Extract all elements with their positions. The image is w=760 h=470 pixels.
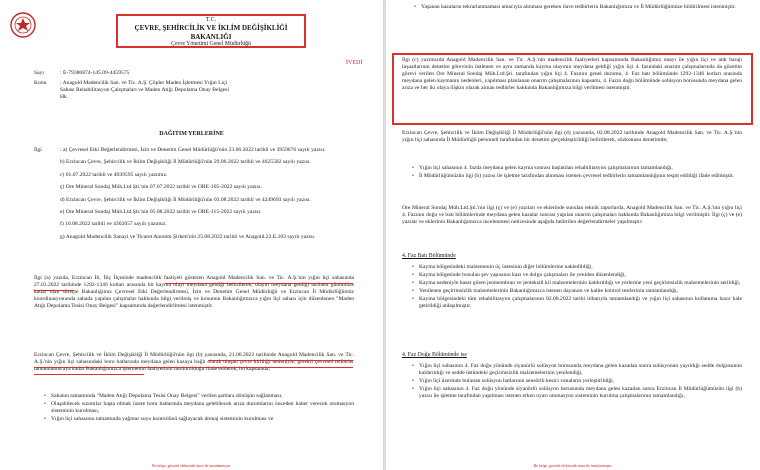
list-item: d) Erzincan Çevre, Şehircilik ve İklim Değişikliği İl Müdürlüğü'nün 03.08.2022 tarihli ve 4249693 sayılı yazısı. — [60, 196, 311, 203]
highlight-underline-5 — [34, 374, 144, 375]
list-item: • Kayma bölgesindeki malzemenin üç üstesinin diğer bölümlerine nakledildiği, — [419, 264, 742, 271]
paragraph-4-text: Erzincan Çevre, Şehircilik ve İklim Değişikliği İl Müdürlüğü'nün ilgi (d) yazısında, 02.08.2022 tarihinde Anagold Madencilik San. ve Tic. A.Ş.'nin yığın liçi sahasında İl Müdürlüğü personeli tarafından bir denetim gerçekleştirildiği belirtilerek, sözkonusu denetimde; — [402, 130, 742, 144]
list-item: ç) Ore Mineral Sondaj Müh.Ltd.Şti.'nin 07.07.2022 tarihli ve ORE-105-2022 sayılı yazısı. — [60, 184, 262, 191]
paragraph-3 — [402, 57, 742, 92]
list-item: • Olaşabilecek sızıntılar başta olmak üzere boru hatlarında meydana gelebilecek arıza durumlarını önceden haber verecek otomasyon sisteminin kurulması, — [51, 401, 354, 415]
list-item: • Yığın liçi sahasının 4. Faz doğu yönünde siyanürlü solüsyon borusunda meydana gelen kazadan sonra Erzincan İl Müdürlüğümüzün ilgi (b) yazısı ile işletme tarafından yapılması istenen erken uyarı otomasyon sisteminin kurulma çalışmalarının tamamlandığı, — [419, 386, 742, 400]
list-item: b) Erzincan Çevre, Şehircilik ve İklim Değişikliği İl Müdürlüğü'nün 29.06.2022 tarihli ve 4025582 sayılı yazısı. — [60, 159, 311, 166]
section-east-heading: 4. Faz Doğu Bölümünde ise — [402, 352, 467, 358]
tc-label: T.C. — [205, 17, 217, 23]
highlight-underline-1 — [165, 283, 353, 284]
list-item: • Yığın liçi sahasının tamamında yağmur suyu kontrolünü sağlayacak drenaj sisteminin kurulması ve — [51, 416, 354, 423]
paragraph-1-text: İlgi (a) yazıda, Erzincan İli, İliç İlçesinde madencilik faaliyeti gösteren Anagold Madencilik San. ve Tic. A.Ş.'nin yığın liçi sahasında 27.03.2022 tarihinde 1292-1346 kotları arasında bir kayma olayı meydana geldiği belirtilerek, olayın meydana geldiği tarihten günümüze kadar olan süreçte Bakanlığımız Çevresel Etki Değerlendirmesi, İzin ve Denetim Genel Müdürlüğü ve Erzincan İl Müdürlüğümüz koordinasyonunda sahada yapılan çalışmalar hakkında bilgi verilmiş ve konunun Bakanlığımızca yığın liçi sahası için düzenlenen "Maden Atığı Depolama Tesisi Onay Belgesi" kapsamında değerlendirilmesi istenmiştir. — [34, 275, 354, 310]
list-item: • Kayma bölgesindeki tüm rehabilitasyon çalışmalarının 02.08.2022 tarihi itibarıyla tamamlandığı ve yığın liçi sahasının kullanıma hazır hale getirildiği anlaşılmıştır. — [419, 296, 742, 310]
paragraph-5-text: Ore Mineral Sondaj Müh.Ltd.Şti.'nin ilgi (ç) ve (e) yazıları ve eklerinde sunulan teknik raporlarda, Anagold Madencilik San. ve Tic. A.Ş.'nin yığın liçi 4. Fazının doğu ve batı bölümlerinde meydana gelen kazalar sonrası yapılan onarım çalışmaları hakkında Bakanlığımıza bilgi verilmiştir. İlgi (ç) ve (e) yazılar ve eklerinin Bakanlığımızca incelenmesi neticesinde aşağıda belirtilen değerlendirmeler yapılmıştır: — [402, 205, 742, 226]
konu-label: Konu — [34, 80, 47, 87]
left-bullet-list — [42, 393, 354, 424]
highlight-underline-2 — [34, 290, 74, 291]
right-bullet-list-2 — [410, 264, 742, 312]
paragraph-1 — [34, 275, 354, 310]
document-page-2 — [386, 0, 760, 470]
paragraph-5 — [402, 205, 742, 226]
ministry-name: ÇEVRE, ŞEHİRCİLİK VE İKLİM DEĞİŞİKLİĞİ BAKANLIĞI — [134, 24, 288, 41]
right-top-bullet — [412, 4, 742, 12]
list-item: • İl Müdürlüğümüzün ilgi (b) yazısı ile işletme tarafından alınması istenen çevresel tedbirlerin tamamlandığının tespit edildiği ifade edilmiştir. — [419, 173, 742, 180]
list-item: • Yığın liçi üzerinde bulunan solüsyon hatlarının sensörlü kesici vanaların yerleştirildiği, — [419, 378, 742, 385]
document-meta — [34, 70, 344, 101]
paragraph-2-text: Erzincan Çevre, Şehircilik ve İklim Değişikliği İl Müdürlüğü'nün ilgi (b) yazısında, 21.06.2022 tarihinde Anagold Madencilik San. ve Tic. A.Ş.'nin yığın liçi sahasındaki boru hatlarında meydana gelen kazaya bağlı olarak oluşan çevre kirliliği nedeniyle, gerekli çevresel tedbirler tamamlanıncaya kadar Bakanlığımızca işletmenin faaliyetinin durdurulduğu ifade edilerek, bu kapsamda; — [34, 352, 354, 373]
list-item: • Yığın liçi sahasının 4. Faz doğu yönünde siyanürlü solüsyon borusunda meydana gelen kazadan sonra solüsyonun yayıldığı sedde dolgusunun kaldırıldığı ve sedde üstündeki geçirimsizlik malzemelerinin yenilendiği, — [419, 363, 742, 377]
sayi-label: Sayı — [34, 70, 44, 76]
page-2-footer: Bu belge, güvenli elektronik imza ile imzalanmıştır. — [533, 464, 613, 468]
list-item: • Kayma bölgesinde bozulan şev yapısının kazı ve dolgu çalışmaları ile yeniden düzenlendiği, — [419, 272, 742, 279]
distribution-title: DAĞITIM YERLERİNE — [159, 131, 224, 137]
list-item: • Sahanın tamamında "Maden Atığı Depolama Tesisi Onay Belgesi" verilen şartlara dönüşün sağlanması, — [51, 393, 354, 400]
list-item: • Yığın liçi sahasının 4. fazda meydana gelen kayma sonrası başlatılan rehabilitasyon çalışmalarının tamamlandığı, — [419, 165, 742, 172]
page-1-footer: Bu belge, güvenli elektronik imza ile imzalanmıştır. — [152, 464, 231, 468]
list-item: • Kayma nedeniyle hasar gören jeomembran ve jeotekstil kil malzemelerinin kaldırıldığı ve yerlerine yeni geçirimsizlik malzemelerinin serildiği, — [419, 280, 742, 287]
sayi-value: : E-79380874-145.09-4459575 — [60, 70, 130, 76]
highlight-underline-4 — [34, 367, 353, 368]
ministry-logo-icon — [10, 12, 36, 38]
paragraph-4 — [402, 130, 742, 144]
ilgi-label: İlgi — [34, 147, 42, 153]
ilgi-items — [60, 147, 332, 246]
paragraph-3-text: İlgi (c) yazımızda Anagold Madencilik San. ve Tic. A.Ş.'nin madencilik faaliyetleri kapsamında Bakanlığımız onayı ile yığın liçi ve atık barajı inşaatlarının denetim görevinin üstlenen ve aynı zamanda kayma olayının meydana geldiği yığın liçi 4. fazındaki onarım çalışmalarında da gözetim görevi verilen Ore Mineral Sondaj Müh.Ltd.Şti. tarafından yığın liçi 4. Fazının genel durumu, 4. Faz batı bölümünde 1292-1346 kotları arasında meydana gelen kaymanın nedenleri, yapılması planlanan onarım çalışmalarının kapsamı, 4. Fazın doğu bölümünde solüsyon borusunda meydana gelen arıza ve her iki olaya ilişkin olarak alınan tedbirler hakkında Bakanlığımıza bilgi verilmesi istenmiştir. — [402, 57, 742, 92]
urgent-stamp: İVEDİ — [346, 60, 363, 66]
konu-value: : Anagold Madencilik San. ve Tic. A.Ş. Çöpler Maden İşletmesi Yığın Liçi Sahası Rehabilitasyon Çalışmaları ve Maden Atığı Depolama Onay Belgesi Hk. — [60, 80, 230, 101]
list-item: c) 01.07.2022 tarihli ve 4039595 sayılı yazımız. — [60, 171, 168, 178]
right-bullet-list-1 — [410, 165, 742, 181]
directorate-name: Çevre Yönetimi Genel Müdürlüğü — [171, 41, 251, 47]
section-west-heading: 4. Faz Batı Bölümünde — [402, 253, 456, 259]
list-item: g) Anagold Madencilik Sanayi ve Ticaret Anonim Şirketi'nin 25.08.2022 tarihli ve Anagold.22.E.103 sayılı yazısı. — [60, 233, 316, 240]
list-item: • Yenilenen geçirimsizlik malzemelerinin Bakanlığımızca istenen dayanım ve kalite kontrol testlerinin tamamlandığı, — [419, 288, 742, 295]
reference-list — [34, 147, 334, 246]
right-bullet-list-3 — [410, 363, 742, 401]
highlight-underline-3 — [208, 360, 353, 361]
list-item: • Yaşanan kazaların tekrarlanmaması amacıyla alınması gereken ilave tedbirlerin Bakanlığımıza ve İl Müdürlüğümüze bildirilmesi istenmiştir. — [421, 4, 742, 11]
list-item: e) Ore Mineral Sondaj Müh.Ltd.Şti.'nin 05.08.2022 tarihli ve ORE-115-2022 sayılı yazısı. — [60, 208, 262, 215]
list-item: f) 10.08.2022 tarihli ve 4302657 sayılı yazımız. — [60, 221, 167, 228]
list-item: : a) Çevresel Etki Değerlendirmesi, İzin ve Denetim Genel Müdürlüğü'nün 23.06.2022 tarihli ve 3959676 sayılı yazısı. — [60, 147, 326, 153]
letterhead — [116, 17, 306, 48]
paragraph-2 — [34, 352, 354, 373]
